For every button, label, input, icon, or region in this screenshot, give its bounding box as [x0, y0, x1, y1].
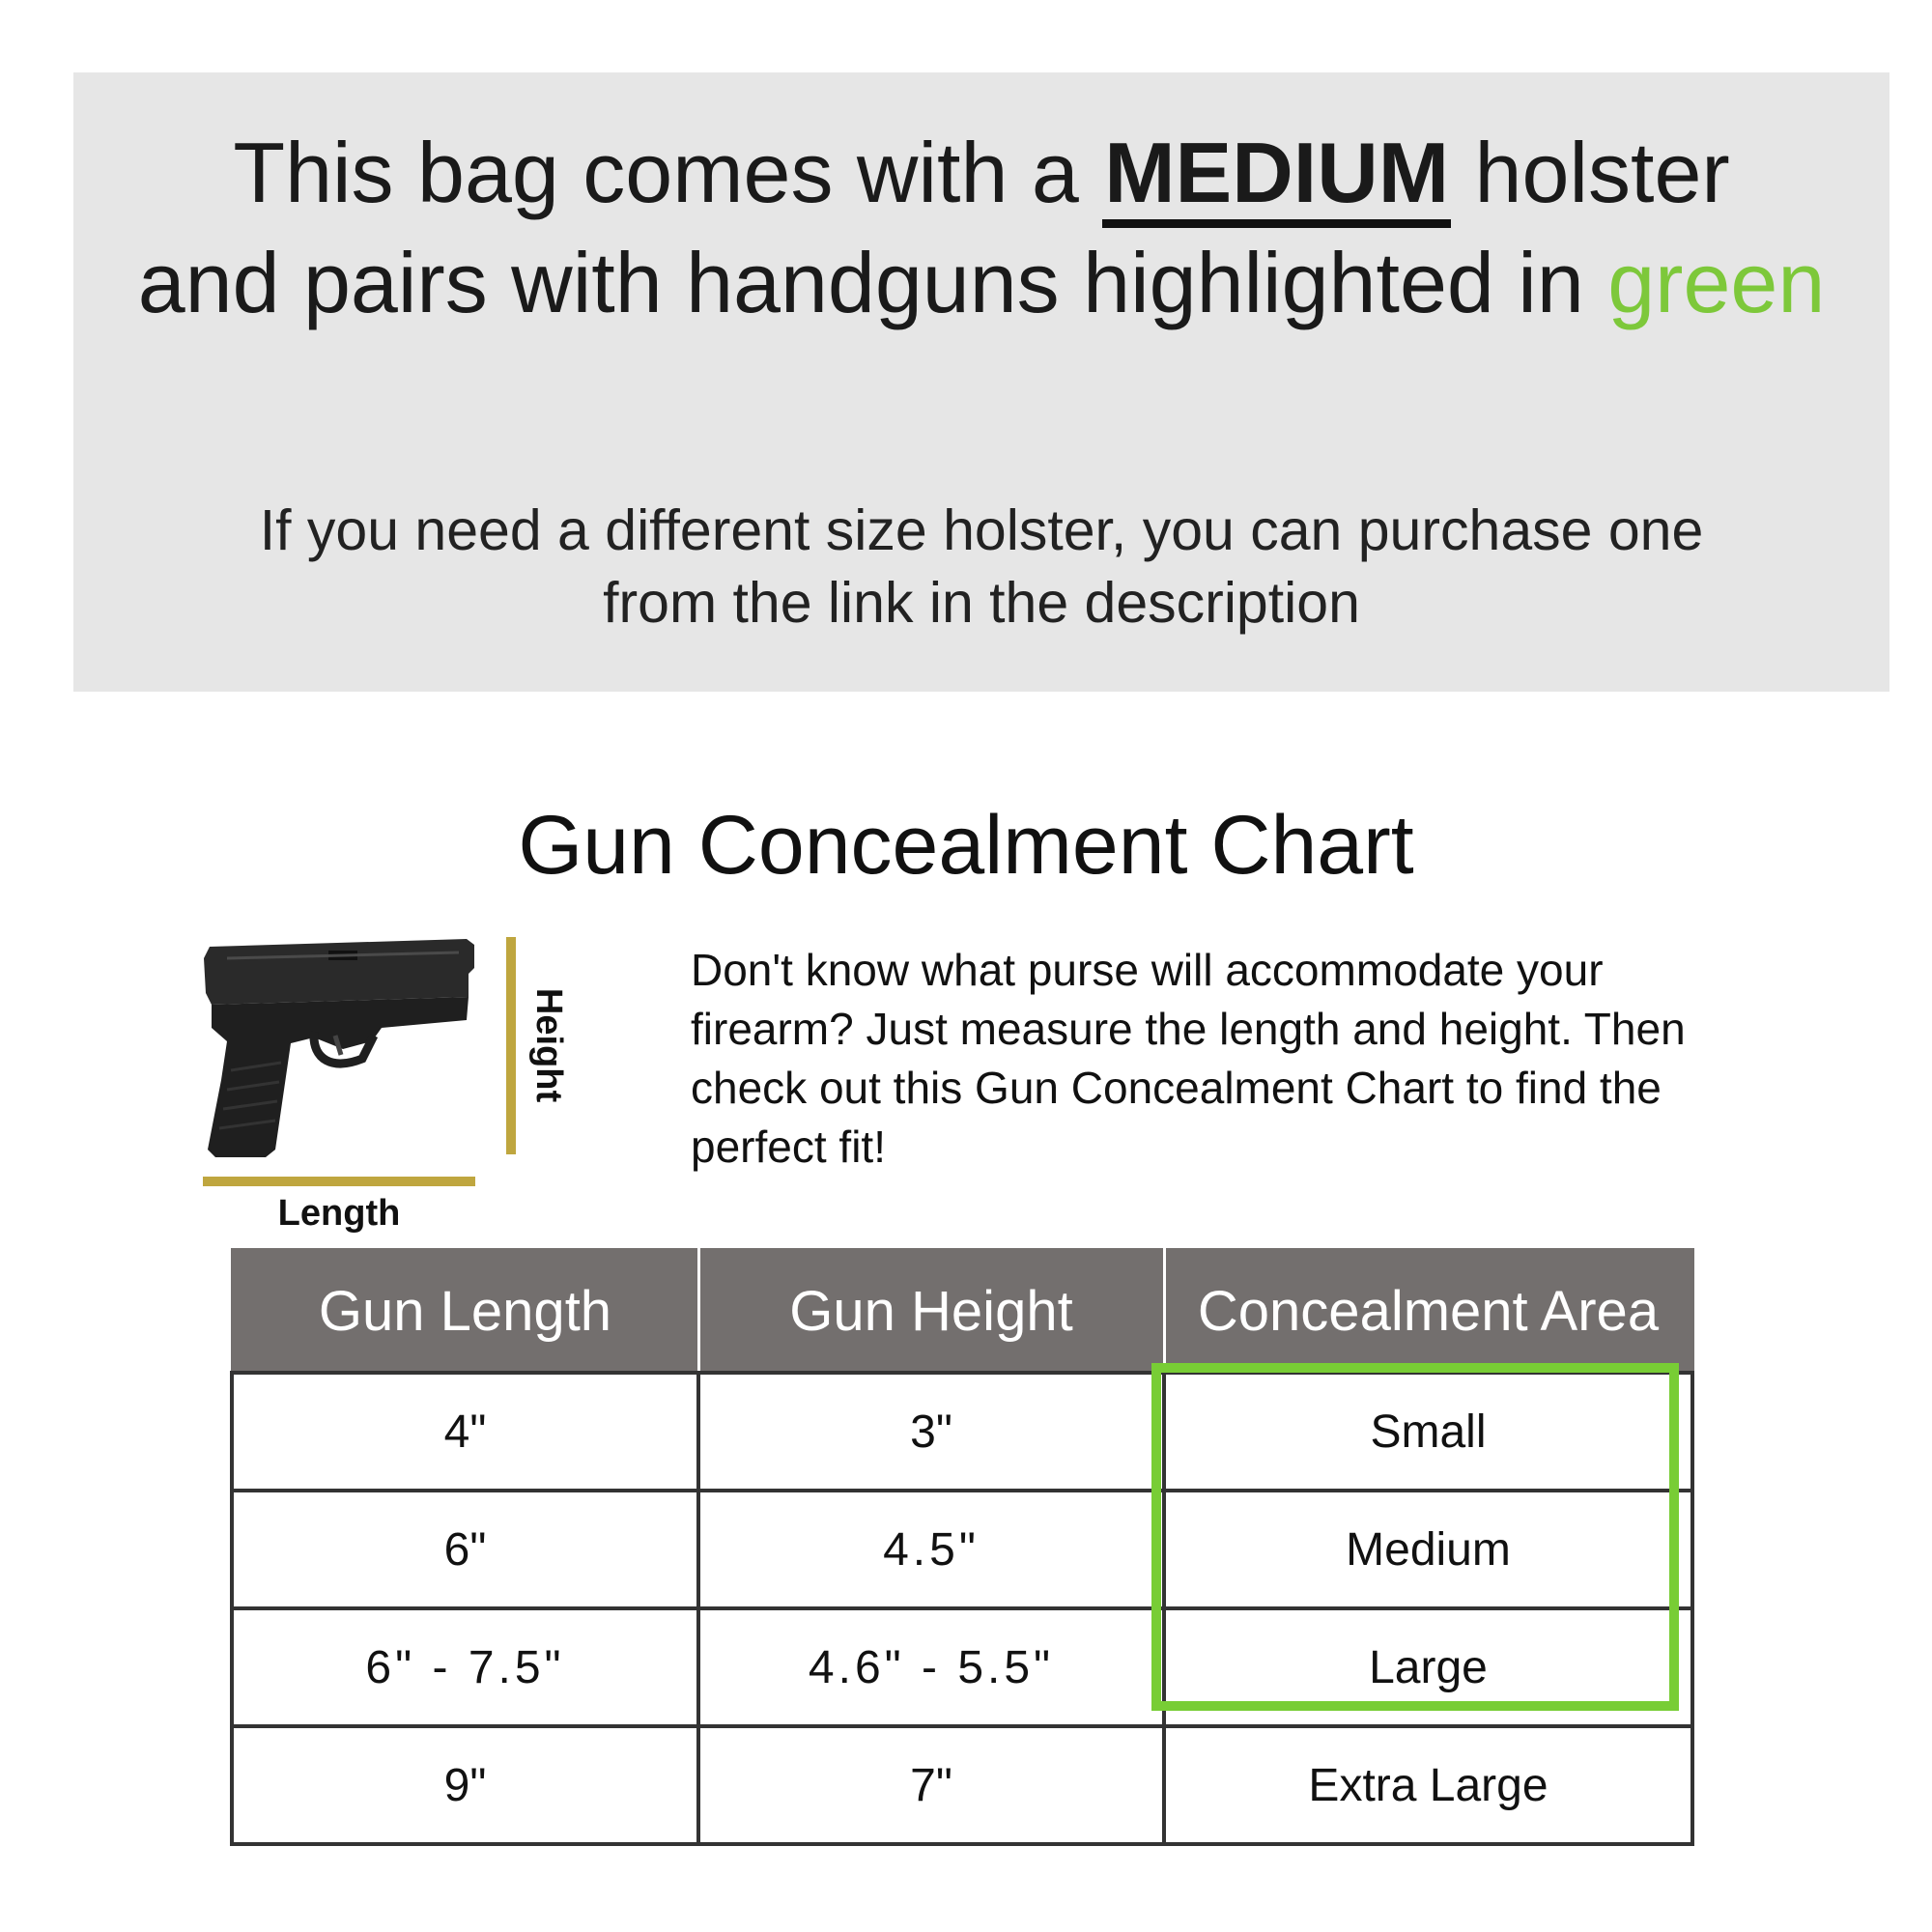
- table-row: [232, 1608, 1692, 1726]
- headline-text-end: holster: [1451, 125, 1730, 220]
- table-row: [232, 1373, 1692, 1491]
- cell-length: 9": [232, 1726, 698, 1844]
- header-gun-height: Gun Height: [698, 1250, 1164, 1374]
- header-concealment-area: Concealment Area: [1164, 1250, 1692, 1374]
- cell-length: 4": [232, 1373, 698, 1491]
- subline: [73, 495, 1889, 639]
- height-label: Height: [528, 987, 569, 1103]
- cell-area: Small: [1164, 1373, 1692, 1491]
- cell-height: 3": [698, 1373, 1164, 1491]
- headline: [73, 118, 1889, 338]
- table-header-row: [232, 1250, 1692, 1374]
- height-indicator-bar: [506, 937, 516, 1154]
- concealment-table: [230, 1248, 1694, 1846]
- cell-height: 7": [698, 1726, 1164, 1844]
- cell-height: 4.5": [698, 1491, 1164, 1608]
- length-label: Length: [277, 1193, 401, 1234]
- subline-line2: from the link in the description: [603, 571, 1360, 635]
- headline-text: This bag comes with a: [233, 125, 1103, 220]
- subline-line1: If you need a different size holster, you can purchase one: [259, 498, 1704, 562]
- header-gun-length: Gun Length: [232, 1250, 698, 1374]
- table-row: [232, 1726, 1692, 1844]
- cell-area: Extra Large: [1164, 1726, 1692, 1844]
- cell-length: 6": [232, 1491, 698, 1608]
- table-row: [232, 1491, 1692, 1608]
- pistol-icon: [198, 935, 488, 1159]
- length-indicator-bar: [203, 1177, 475, 1186]
- cell-area: Large: [1164, 1608, 1692, 1726]
- cell-length: 6" - 7.5": [232, 1608, 698, 1726]
- headline-size-emphasis: MEDIUM: [1102, 127, 1451, 228]
- cell-height: 4.6" - 5.5": [698, 1608, 1164, 1726]
- chart-title: Gun Concealment Chart: [518, 799, 1414, 892]
- cell-area: Medium: [1164, 1491, 1692, 1608]
- headline-green-word: green: [1607, 235, 1826, 330]
- headline-line2: and pairs with handguns highlighted in: [137, 235, 1608, 330]
- intro-text: Don't know what purse will accommodate your firearm? Just measure the length and height. Then check out this Gun Concealment Chart to find the perfect fit!: [691, 945, 1686, 1172]
